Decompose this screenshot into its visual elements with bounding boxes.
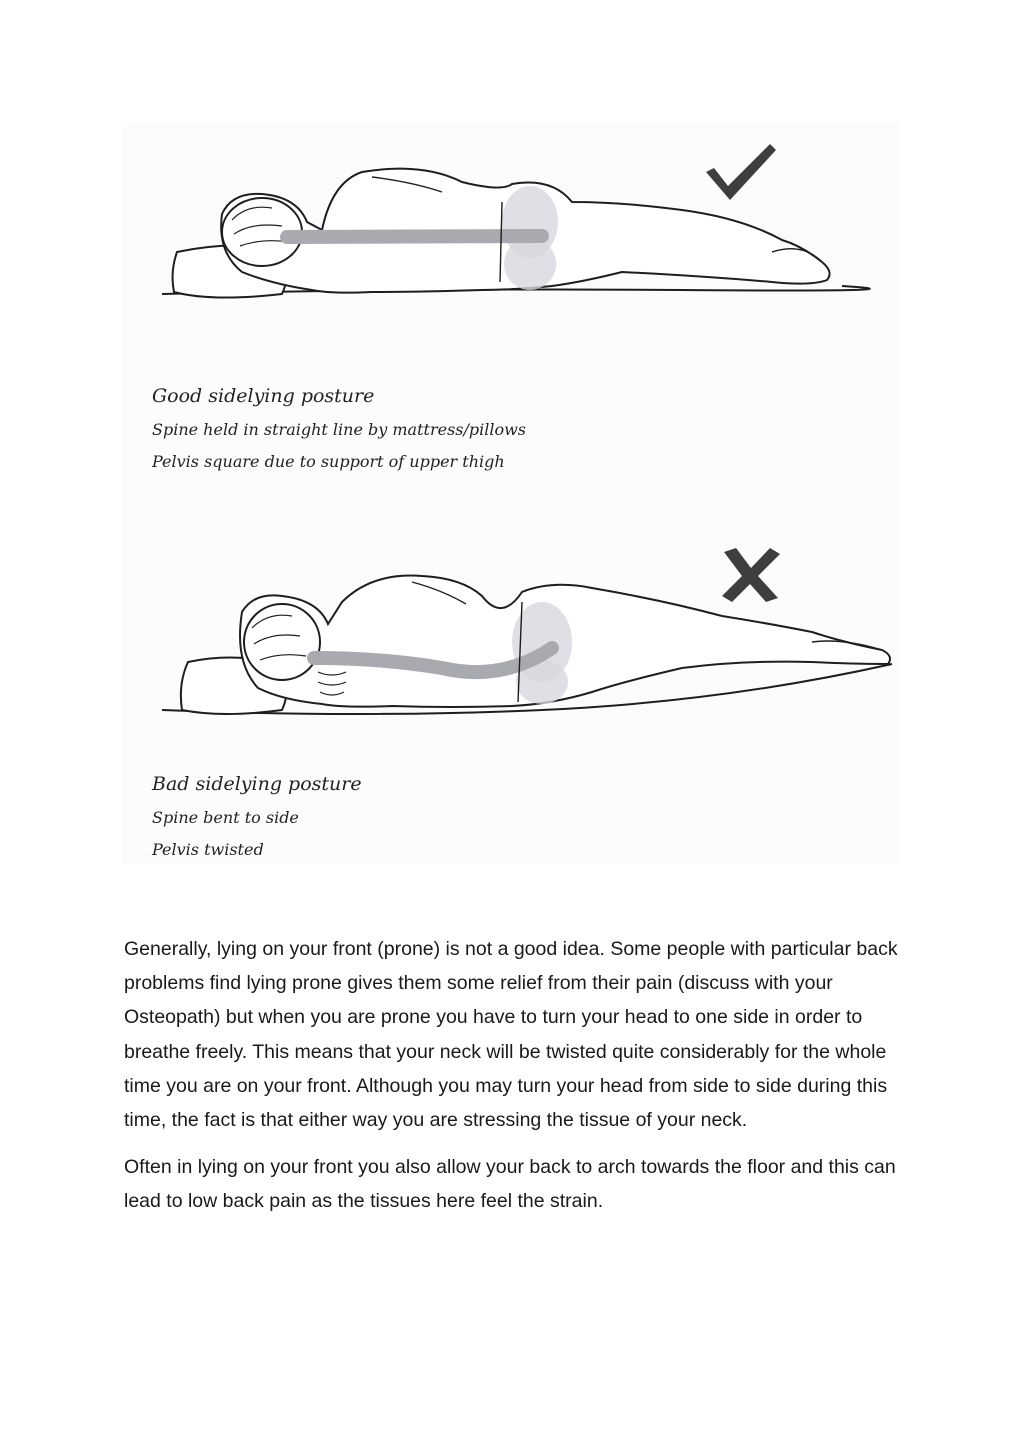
caption-line: Spine bent to side (152, 808, 299, 827)
paragraph: Often in lying on your front you also allow your back to arch towards the floor and this can lead to low back pain as the tissues here feel the strain. (124, 1156, 896, 1213)
cross-mark-icon (718, 546, 784, 609)
body-text (124, 932, 914, 1232)
sidelying-good-posture-drawing (122, 122, 900, 342)
paragraph: Generally, lying on your front (prone) is not a good idea. Some people with particular back problems find lying prone gives them some relief from their pain (discuss with your Osteopath) but when you are prone you have to turn your head to one side in order to breathe freely. This means that your neck will be twisted quite considerably for the whole time you are on your front. Although you may turn your head from side to side during this time, the fact is that either way you are stressing the tissue of your neck. (124, 938, 898, 1132)
bad-posture-caption (152, 772, 362, 870)
posture-figure (122, 122, 900, 864)
check-mark-icon (700, 138, 780, 209)
good-posture-caption (152, 384, 526, 482)
caption-line: Pelvis twisted (152, 840, 264, 859)
caption-title: Bad sidelying posture (152, 773, 362, 795)
caption-line: Spine held in straight line by mattress/pillows (152, 420, 527, 439)
caption-title: Good sidelying posture (152, 385, 375, 407)
caption-line: Pelvis square due to support of upper thigh (152, 452, 505, 471)
